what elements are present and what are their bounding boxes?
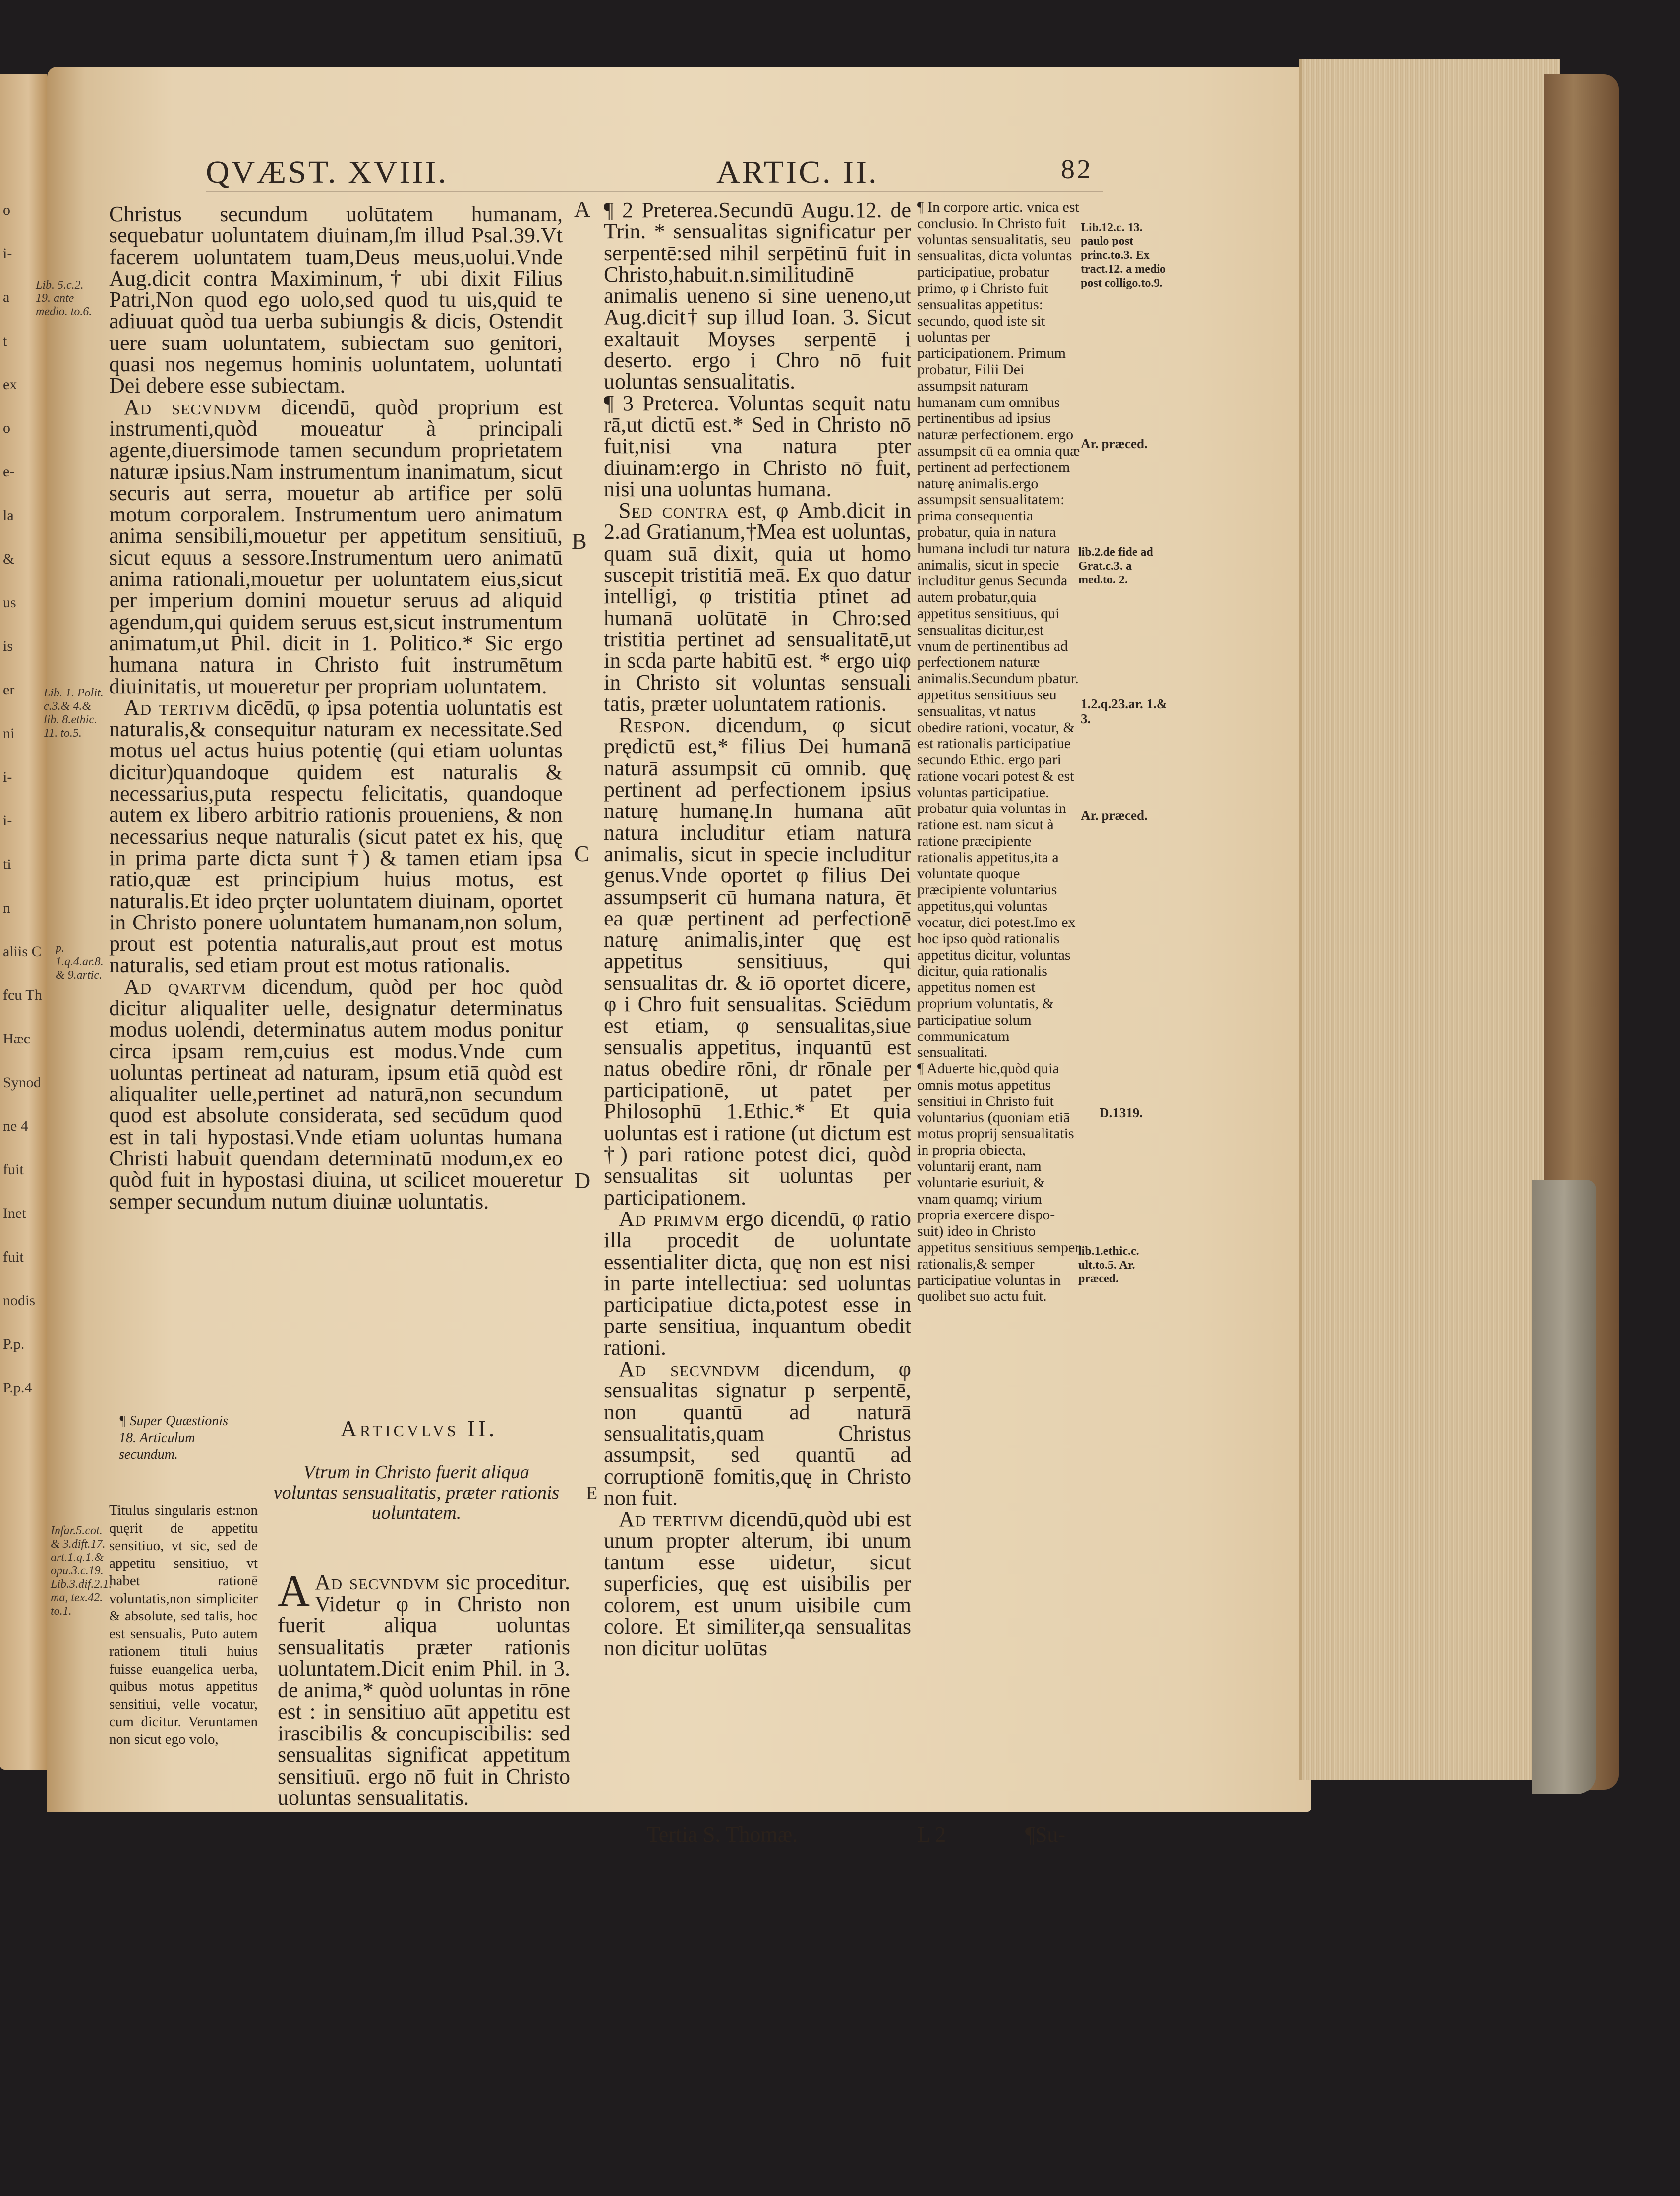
- margin-letter-E: E: [586, 1483, 598, 1503]
- article-question: Vtrum in Christo fuerit aliqua voluntas sensualitatis, præter rationis uoluntatem.: [273, 1462, 560, 1523]
- running-head-rule: [206, 191, 1103, 192]
- page-number: 82: [1061, 154, 1093, 185]
- left-page-fragments: [3, 188, 43, 1428]
- paragraph-lead: Ad primvm: [619, 1206, 719, 1231]
- col1-margin-note: Lib. 5.c.2. 19. ante medio. to.6.: [36, 279, 92, 318]
- col4-paragraph: ¶ In corpore artic. vnica est conclusio. In Christo fuit voluntas sensualitatis, seu sensualitas, dicta voluntas participatiue, probatur primo, φ i Christo fuit sensualitas appetitus: secundo, quod iste sit uoluntas per participationem. Primum probatur, Filii Dei assumpsit naturam humanam cum omnibus pertinentibus ad ipsius naturæ perfectionem. ergo assumpsit cū ea omnia quæ pertinent ad perfectionem naturę animalis.ergo assumpsit sensualitatem: prima consequentia probatur, quia in natura humana includi tur natura animalis, sicut in specie includitur genus Secunda autem probatur,quia appetitus sensitiuus, qui sensualitas dicitur,est vnum de pertinentibus ad perfectionem naturæ animalis.Secundum pbatur. appetitus sensitiuus seu sensualitas, vt natus obedire rationi, vocatur, & est rationalis participatiue secundo Ethic. ergo pari ratione vocari potest & est voluntas participatiue. probatur quia voluntas in ratione est. nam sicut à ratione præcipiente rationalis appetitus,ita a voluntate quoque præcipiente voluntarius appetitus,qui voluntas vocatur, dici potest.Imo ex hoc ipso quòd rationalis appetitus dicitur, voluntas dicitur, quia rationalis appetitus nomen est proprium voluntatis, & participatiue solum communicatum sensualitati.: [917, 199, 1080, 1061]
- article-ad-secundum: A Ad secvndvm sic proceditur. Videtur φ in Christo non fuerit aliqua uoluntas sensualitatis præter rationis uoluntatem.Dicit enim Phil. in 3. de anima,* quòd uoluntas in rōne est : in sensitiuo aūt appetitu est irascibilis & concupiscibilis: sed sensualitas significat appetitum sensitiuū. ergo nō fuit in Christo uoluntas sensualitatis.: [278, 1566, 570, 1810]
- col4-commentary: [917, 199, 1081, 1305]
- catchword: ¶Su-: [1025, 1822, 1066, 1847]
- col3-paragraph: Ad secvndvm dicendum, φ sensualitas signatur p serpentē, non quantū ad naturā sensualitatis,quam Christus assumpsit, sed quantū ad corruptionē fomitis,quę in Christo non fuit.: [604, 1357, 911, 1510]
- left-page-fragment: o: [3, 202, 10, 218]
- col5-reference: Lib.12.c. 13. paulo post princ.to.3. Ex tract.12. a medio post colligo.to.9.: [1081, 221, 1166, 289]
- left-page-fragment: i-: [3, 812, 12, 829]
- left-page-fragment: n: [3, 900, 10, 916]
- running-head-left: QVÆST. XVIII.: [206, 154, 448, 190]
- left-page-fragment: Inet: [3, 1205, 26, 1221]
- left-page-fragment: i-: [3, 769, 12, 785]
- paragraph-lead: Ad tertivm: [619, 1507, 724, 1532]
- col1-paragraph: Christus secundum uolūtatem humanam, sequebatur uoluntatem diuinam,ſm illud Psal.39.Vt facerem uoluntatem tuam,Deus meus,uolui.Vnde Aug.dicit contra Maximinum,† ubi dixit Filius Patri,Non quod ego uolo,sed quod tu uis,quid te adiuuat quòd tua uerba subiungis & dicis, Ostendit uere suam uoluntatem, subiectam suo genitori, quasi nos negemus hominis uoluntatem, uoluntati Dei debere esse subiectam.: [109, 202, 563, 398]
- left-page-fragment: t: [3, 333, 7, 349]
- drop-initial-A: A: [278, 1566, 310, 1616]
- left-page-fragment: a: [3, 289, 10, 305]
- col1-margin-note: p. 1.q.4.ar.8. & 9.artic.: [56, 942, 104, 982]
- left-page-fragment: P.p.4: [3, 1380, 32, 1396]
- left-page-fragment: us: [3, 594, 16, 611]
- paragraph-lead: Ad secvndvm: [315, 1570, 440, 1594]
- col3-paragraph: Ad primvm ergo dicendū, φ ratio illa procedit de uoluntate essentialiter dicta, quę non est nisi in parte intellectiua: sed uoluntas participatiue dicta,potest esse in parte sensitiua, inquantum obedit rationi.: [604, 1206, 912, 1360]
- left-page-fragment: ni: [3, 725, 15, 742]
- signature-line: Tertia S. Thomæ.: [647, 1822, 798, 1847]
- left-page-fragment: ex: [3, 376, 17, 393]
- col3-main-text: [604, 199, 911, 1659]
- col5-reference: Ar. præced.: [1081, 436, 1148, 451]
- left-page-fragment-list: [3, 188, 43, 1410]
- left-page-fragment: e-: [3, 463, 15, 480]
- page-edges-fore-edge: [1299, 59, 1560, 1780]
- col1-paragraph: Ad tertivm dicēdū, φ ipsa potentia uoluntatis est naturalis,& consequitur naturam ex necessitate.Sed motus uel actus huius potentię (qui etiam uoluntas dicitur)quandoque quidem est naturalis & necessarius,puta respectu felicitatis, quandoque autem ex libero arbitrio rationis proueniens, & non necessarius neque naturalis (sicut patet ex his, quę in prima parte dicta sunt †) & tamen etiam ipsa ratio,quæ est principium huius motus, est naturalis.Et ideo prçter uoluntatem diuinam, oportet in Christo ponere uoluntatem humanam,non solum, prout est potentia naturalis,aut prout est motus naturalis, sed etiam prout est motus rationalis.: [109, 695, 563, 978]
- left-page-fragment: er: [3, 682, 15, 698]
- margin-letter-D: D: [574, 1168, 591, 1193]
- left-page-fragment: is: [3, 638, 13, 654]
- col5-reference: lib.1.ethic.c. ult.to.5. Ar. præced.: [1078, 1245, 1139, 1285]
- col5-reference: lib.2.de fide ad Grat.c.3. a med.to. 2.: [1078, 546, 1153, 586]
- left-page-fragment: &: [3, 551, 15, 567]
- col1-paragraph: Ad qvartvm dicendum, quòd per hoc quòd dicitur aliqualiter uelle, designatur determinatus modus uolendi, determinatus autem modus ponitur circa ipsam rem,cuius est modus.Vnde cum uoluntas pertineat ad naturam, ipsum etiā quòd est aliqualiter uelle,pertinet ad naturā,non secundum quod est absolute considerata, sed secūdum quod est in tali hypostasi.Vnde etiam uoluntas humana Christi habuit quendam determinatū modum,ex eo quòd fuit in hypostasi diuina, ut scilicet moueretur semper secundum nutum diuinæ uoluntatis.: [109, 974, 563, 1214]
- article-heading: Articvlvs II.: [340, 1416, 498, 1441]
- left-page-fragment: ti: [3, 856, 11, 872]
- left-page-fragment: Hæc: [3, 1031, 30, 1047]
- col1-paragraph: Ad secvndvm dicendū, quòd proprium est instrumenti,quòd moueatur à principali agente,diuersimode tamen secundum proprietatem naturæ ipsius.Nam instrumentum inanimatum, sicut securis aut serra, mouetur ab artifice per solū motum corporalem. Instrumentum uero animatum anima sensibili,mouetur per appetitum sensitiuū, sicut equus a sessore.Instrumentum uero animatū anima rationali,mouetur per uoluntatem eius,sicut per imperium domini mouetur seruus ad aliquid agendum,qui quidem seruus est,sicut instrumentum animatum,ut Phil. dicit in 1. Politico.* Sic ergo humana natura in Christo fuit instrumētum diuinitatis, ut moueretur per propriam uoluntatem.: [109, 395, 563, 698]
- book-cover-lower: [1532, 1180, 1596, 1794]
- paragraph-lead: Ad secvndvm: [124, 395, 262, 419]
- left-page-fragment: fcu Th: [3, 987, 42, 1003]
- col5-reference: D.1319.: [1100, 1105, 1143, 1120]
- col5-reference: Ar. præced.: [1081, 808, 1148, 823]
- left-page-fragment: aliis C: [3, 943, 42, 960]
- col3-paragraph: Ad tertivm dicendū,quòd ubi est unum propter alterum, ibi unum tantum esse uidetur, sicut superficies, quę est uisibilis per colorem, est unum uisibile cum colore. Et similiter,qa sensualitas non dicitur uolūtas: [604, 1507, 911, 1660]
- col1-margin-note: Lib. 1. Polit. c.3.& 4.& lib. 8.ethic. 11. to.5.: [44, 687, 104, 740]
- paragraph-lead: Ad secvndvm: [619, 1357, 761, 1382]
- margin-letter-B: B: [572, 528, 587, 554]
- left-page-fragment: la: [3, 507, 14, 523]
- col3-paragraph: ¶ 3 Preterea. Voluntas sequit natu rā,ut dictū est.* Sed in Christo nō fuit,nisi vna natura pter diuinam:ergo in Christo nō fuit, nisi una uoluntas humana.: [604, 391, 911, 501]
- left-page-fragment: ne 4: [3, 1118, 28, 1134]
- paragraph-lead: Sed contra: [619, 498, 729, 523]
- gathering-mark: L 2: [917, 1822, 946, 1847]
- paragraph-lead: Ad qvartvm: [124, 974, 246, 999]
- super-quaestionis-note: ¶ Super Quæstionis 18. Articulum secundum.: [119, 1413, 228, 1462]
- left-page-fragment: fuit: [3, 1161, 24, 1178]
- col4-paragraph: ¶ Aduerte hic,quòd quia omnis motus appetitus sensitiui in Christo fuit voluntarius (quoniam etiā motus proprij sensualitatis in propria obiecta, voluntarij erant, nam voluntarie esuriuit, & vnam quamq; virium propria exercere dispo- suit) ideo in Christo appetitus sensitiuus semper rationalis,& semper participatiue voluntas in quolibet suo actu fuit.: [917, 1060, 1080, 1305]
- col3-paragraph: Respon. dicendum, φ sicut prędictū est,* filius Dei humanā naturā assumpsit cū omnib. quę pertinent ad perfectionem ipsius naturę humanę.In humana aūt natura includitur etiam natura animalis, sicut in specie includitur genus.Vnde oportet φ filius Dei assumpserit cū humana natura, ēt ea quæ pertinent ad perfectionē naturę animalis,inter quę est appetitus sensitiuus, qui sensualitas dr. & iō oportet dicere, φ i Chro fuit sensualitas. Sciēdum est etiam, φ sensualitas,siue sensualis appetitus, inquantū est natus obedire rōni, dr rōnale per participationē, ut patet per Philosophū 1.Ethic.* Et quia uoluntas est i ratione (ut dictum est †) pari ratione potest dici, quòd sensualitas sit uoluntas per participationem.: [604, 713, 911, 1210]
- col5-reference: 1.2.q.23.ar. 1.& 3.: [1081, 696, 1168, 726]
- paragraph-lead: Respon.: [619, 713, 691, 738]
- margin-letter-A: A: [574, 196, 591, 222]
- col1-margin-note: Infar.5.cot. & 3.dift.17. art.1.q.1.& opu.3.c.19. Lib.3.dif.2.1. ma, tex.42. to.1.: [51, 1524, 112, 1618]
- left-page-fragment: Synod: [3, 1074, 41, 1091]
- left-page-fragment: o: [3, 420, 10, 436]
- left-page-fragment: i-: [3, 245, 12, 262]
- left-page-fragment: nodis: [3, 1292, 36, 1309]
- col1-main-text: [109, 203, 563, 1212]
- left-page-fragment: P.p.: [3, 1336, 25, 1352]
- col3-paragraph: Sed contra est, φ Amb.dicit in 2.ad Gratianum,†Mea est uoluntas, quam suā dixit, quia ut homo suscepit tristitiā meā. Ex quo datur intelligi, φ tristitia ptinet ad humanā uolūtatē in Chro:sed tristitia pertinet ad sensualitatē,ut in scda parte habitū est. * ergo uiφ in Christo sit voluntas sensuali tatis, præter uoluntatem rationis.: [604, 498, 912, 716]
- title-commentary: Titulus singularis est:non quęrit de appetitu sensitiuo, vt sic, sed de appetitu sensitiuo, vt habet rationē voluntatis,non simpliciter & absolute, sed talis, hoc est sensualis, Puto autem rationem tituli huius fuisse euangelica uerba, quibus motus appetitus sensitiui, velle vocatur, cum dicitur. Veruntamen non sicut ego volo,: [109, 1503, 258, 1747]
- margin-letter-C: C: [574, 841, 589, 866]
- left-page-fragment: fuit: [3, 1249, 24, 1265]
- paragraph-lead: Ad tertivm: [124, 695, 230, 720]
- running-head-center: ARTIC. II.: [716, 154, 879, 190]
- col3-paragraph: ¶ 2 Preterea.Secundū Augu.12. de Trin. * sensualitas significatur per serpentē:sed nihil serpētinū fuit in Christo,habuit.n.similitudinē animalis ueneno si sine ueneno,ut Aug.dicit† sup illud Ioan. 3. Sicut exaltauit Moyses serpentē i deserto. ergo i Chro nō fuit uoluntas sensualitatis.: [604, 198, 911, 394]
